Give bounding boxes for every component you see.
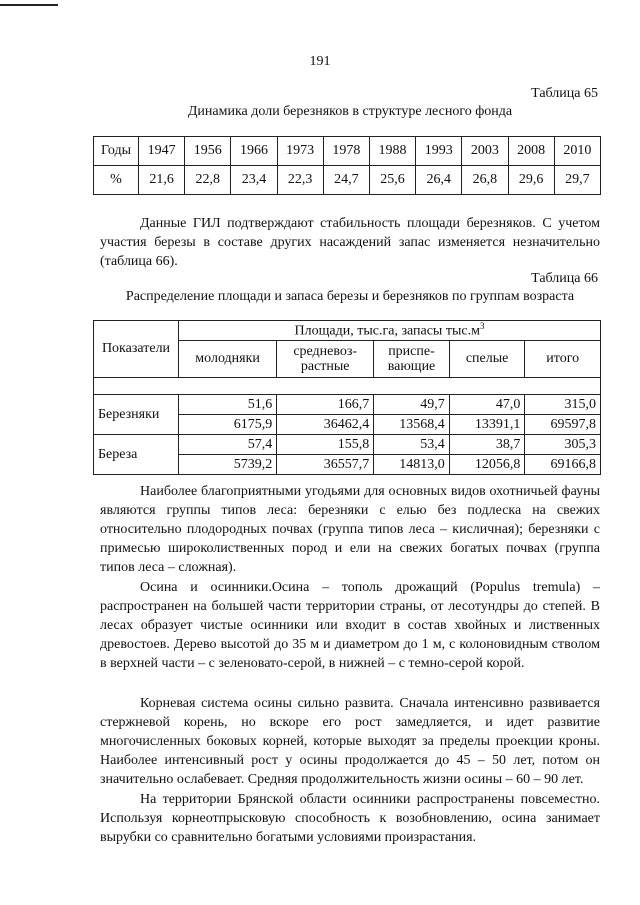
- data-cell: 69166,8: [525, 455, 601, 475]
- group-header-text: Площади, тыс.га, запасы тыс.м: [294, 323, 480, 339]
- value-cell: 23,4: [231, 166, 277, 195]
- row-label-cell: Березняки: [94, 395, 179, 435]
- data-cell: 36462,4: [277, 415, 374, 435]
- data-cell: 51,6: [179, 395, 277, 415]
- data-cell: 6175,9: [179, 415, 277, 435]
- paragraph-4: Корневая система осины сильно развита. Сначала интенсивно развивается стержневой корень, но вскоре его рост замедляется, и идет развитие многочисленных боковых корней, которые выходят за пределы проекции кроны. Наиболее интенсивный рост у осины продолжается до 45 – 50 лет, потом он значительно ослабевает. Средняя продолжительность жизни осины – 60 – 90 лет.: [100, 696, 600, 787]
- data-cell: 53,4: [374, 435, 450, 455]
- table65-title: Динамика доли березняков в структуре лесного фонда: [187, 104, 513, 119]
- paragraph-5: На территории Брянской области осинники распространены повсеместно. Используя корнеотпрысковую способность к возобновлению, осина занимает вырубки со сравнительно богатыми условиями произрастания.: [100, 792, 600, 845]
- year-cell: 1966: [231, 137, 277, 166]
- value-cell: 24,7: [323, 166, 369, 195]
- value-cell: 25,6: [369, 166, 415, 195]
- value-cell: 26,4: [416, 166, 462, 195]
- data-cell: 12056,8: [449, 455, 525, 475]
- table-header-row: [94, 321, 601, 341]
- paragraph-1: Данные ГИЛ подтверждают стабильность площади березняков. С учетом участия березы в составе других насаждений запас изменяется незначительно (таблица 66).: [100, 216, 600, 269]
- row-label-cell: %: [94, 166, 139, 195]
- value-cell: 29,7: [554, 166, 600, 195]
- table-spacer-row: [94, 378, 601, 395]
- table66-title: Распределение площади и запаса березы и березняков по группам возраста: [125, 289, 575, 304]
- data-cell: 13391,1: [449, 415, 525, 435]
- value-cell: 22,8: [185, 166, 231, 195]
- data-cell: 166,7: [277, 395, 374, 415]
- year-cell: 1988: [369, 137, 415, 166]
- table-row: [94, 137, 601, 166]
- table-row: [94, 395, 601, 415]
- year-cell: 2010: [554, 137, 600, 166]
- column-header: итого: [525, 341, 601, 378]
- table65-caption: Таблица 65: [531, 86, 598, 101]
- table-header-cell: Годы: [94, 137, 139, 166]
- year-cell: 1973: [277, 137, 323, 166]
- value-cell: 26,8: [462, 166, 508, 195]
- paragraph-2: Наиболее благоприятными угодьями для основных видов охотничьей фауны являются группы типов леса: березняки с елью без подлеска на свежих относительно плодородных почвах (группа типов леса – кисличная); березняки с примесью широколиственных пород и ели на свежих богатых почвах (группа типов леса – сложная).: [100, 484, 600, 575]
- paragraph-3: Осина и осинники.Осина – тополь дрожащий (Populus tremula) – распространен на большей части территории страны, от лесотундры до степей. В лесах образует чистые осинники или входит в состав хвойных и лиственных древостоев. Дерево высотой до 35 м и диаметром до 1 м, с колоновидным стволом в верхней части – с зеленовато-серой, в нижней – с темно-серой корой.: [100, 580, 600, 671]
- year-cell: 1956: [185, 137, 231, 166]
- year-cell: 2003: [462, 137, 508, 166]
- table66-caption: Таблица 66: [531, 271, 598, 286]
- data-cell: 47,0: [449, 395, 525, 415]
- data-cell: 13568,4: [374, 415, 450, 435]
- value-cell: 29,6: [508, 166, 554, 195]
- data-cell: 69597,8: [525, 415, 601, 435]
- table-row: [94, 166, 601, 195]
- data-cell: 49,7: [374, 395, 450, 415]
- column-header: средневоз- растные: [277, 341, 374, 378]
- data-cell: 5739,2: [179, 455, 277, 475]
- top-rule: [0, 4, 58, 6]
- table-row: [94, 435, 601, 455]
- data-cell: 36557,7: [277, 455, 374, 475]
- value-cell: 22,3: [277, 166, 323, 195]
- column-header: молодняки: [179, 341, 277, 378]
- page-number: 191: [309, 54, 331, 69]
- year-cell: 1947: [139, 137, 185, 166]
- spacer-cell: [94, 378, 601, 395]
- data-cell: 315,0: [525, 395, 601, 415]
- table-65: [93, 136, 601, 195]
- data-cell: 57,4: [179, 435, 277, 455]
- data-cell: 38,7: [449, 435, 525, 455]
- year-cell: 1993: [416, 137, 462, 166]
- group-header: [179, 321, 601, 341]
- data-cell: 14813,0: [374, 455, 450, 475]
- year-cell: 1978: [323, 137, 369, 166]
- data-cell: 155,8: [277, 435, 374, 455]
- data-cell: 305,3: [525, 435, 601, 455]
- value-cell: 21,6: [139, 166, 185, 195]
- table-66: [93, 320, 601, 475]
- column-header: спелые: [449, 341, 525, 378]
- group-header-sup: 3: [479, 320, 485, 331]
- column-header: приспе- вающие: [374, 341, 450, 378]
- row-label-cell: Береза: [94, 435, 179, 475]
- year-cell: 2008: [508, 137, 554, 166]
- column-header-indicators: Показатели: [94, 321, 179, 378]
